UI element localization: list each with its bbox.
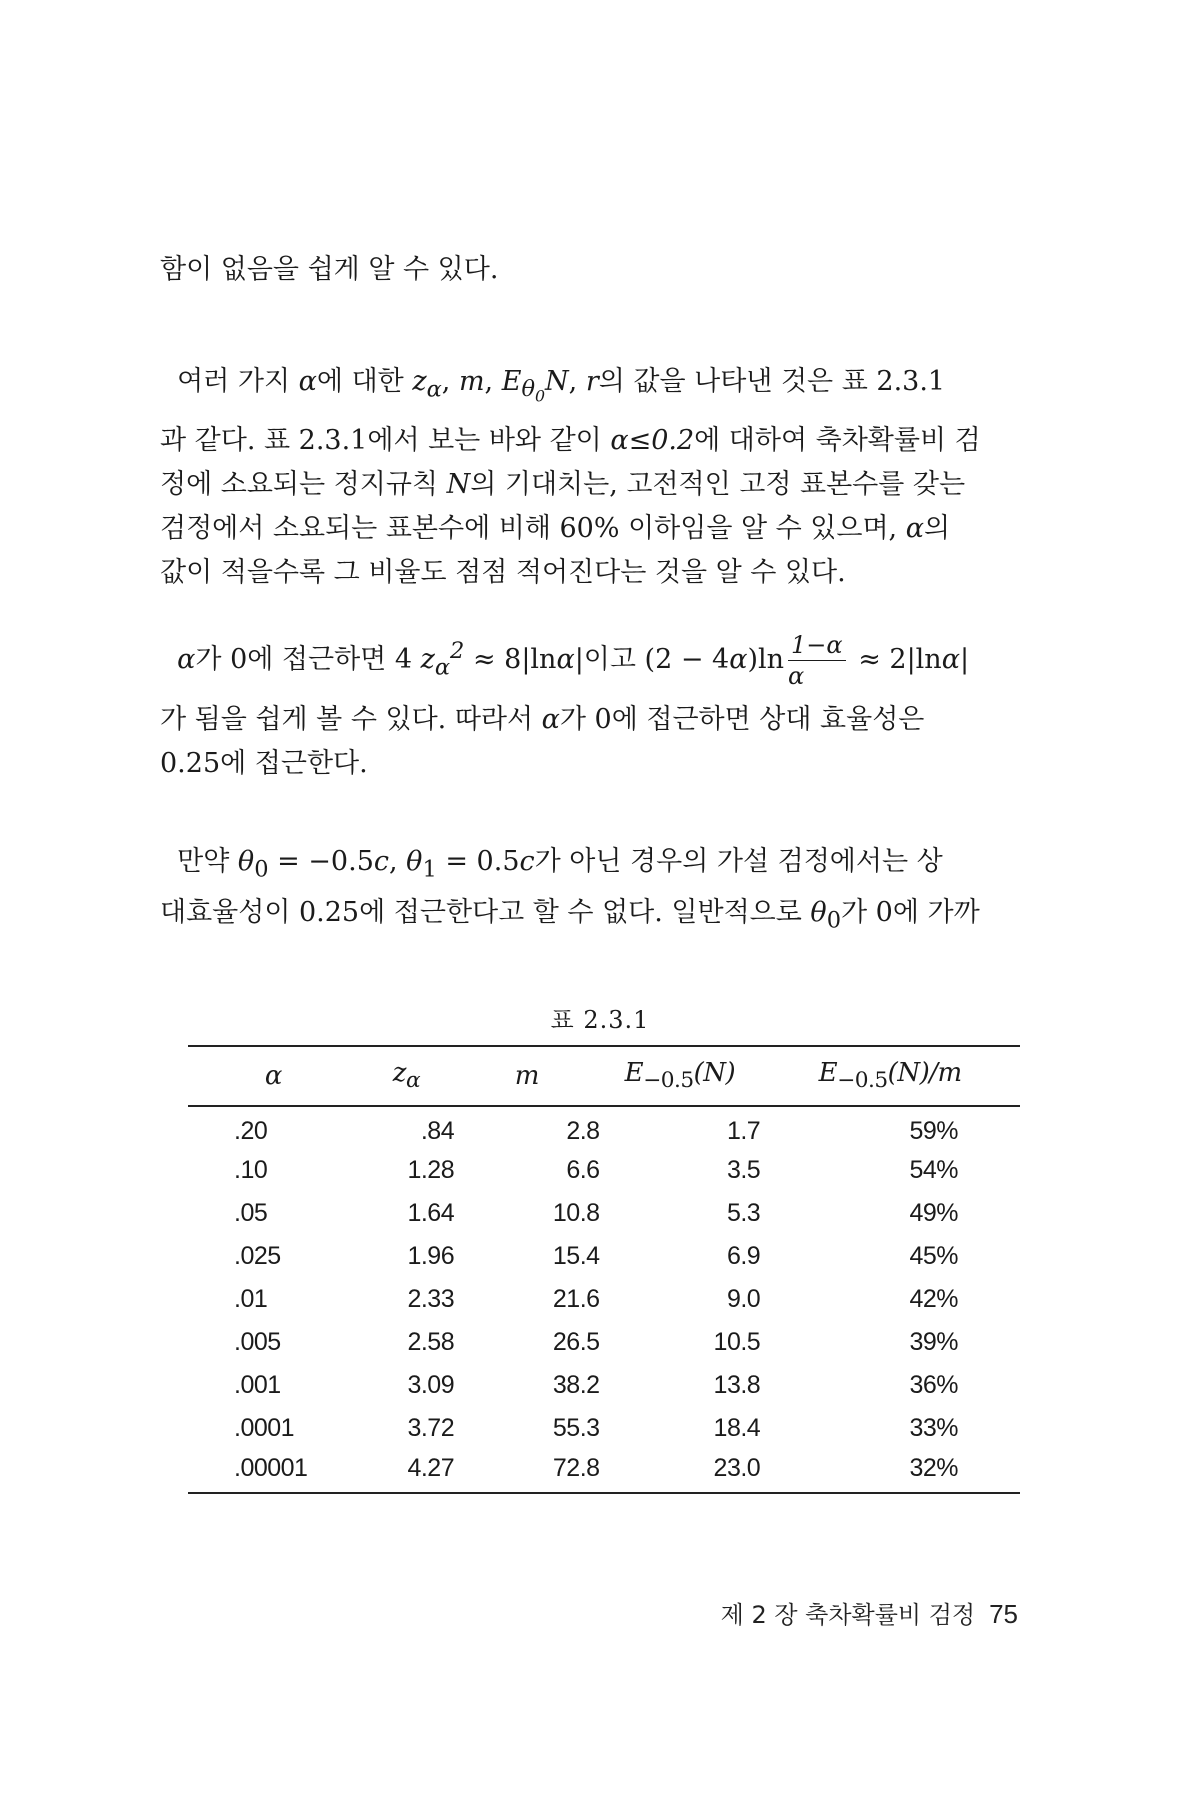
paragraph-3-line-1: α가 0에 접근하면 4 $z_\alpha^2 \approx 8|\ln\alpha|$이고 (2 − 4α)ln $\frac{1-\alpha}{\alpha}$ ≈ 2|lnα| [177, 631, 970, 690]
table-row [188, 1149, 1020, 1192]
paragraph-2-line-5: 값이 적을수록 그 비율도 점점 적어진다는 것을 알 수 있다. [160, 556, 846, 588]
cell-m: 15.4 [552, 1242, 600, 1270]
cell-alpha: .05 [234, 1199, 268, 1227]
cell-z-alpha: 3.09 [407, 1371, 455, 1399]
cell-alpha: .025 [234, 1242, 281, 1270]
cell-expected-n: 1.7 [726, 1116, 761, 1145]
paragraph-4 [160, 840, 1040, 943]
cell-expected-n: 18.4 [713, 1414, 761, 1442]
header-m: m [454, 1046, 599, 1106]
cell-ratio: 33% [909, 1414, 958, 1442]
cell-ratio: 42% [909, 1285, 958, 1313]
table-row [188, 1235, 1020, 1278]
paragraph-1 [160, 248, 1040, 292]
header-alpha: α [188, 1046, 359, 1106]
cell-z-alpha: 1.28 [407, 1156, 455, 1184]
table-body [188, 1106, 1020, 1493]
header-ratio: $E_{-0.5}(N)/m$ [760, 1046, 1020, 1106]
fraction: $\frac{1-\alpha}{\alpha}$ [788, 633, 846, 688]
page-footer [721, 1595, 1018, 1630]
header-expected-n: $E_{-0.5}(N)$ [600, 1046, 761, 1106]
table-header-row [188, 1046, 1020, 1106]
table-row [188, 1192, 1020, 1235]
cell-ratio: 45% [909, 1242, 958, 1270]
cell-m: 2.8 [566, 1116, 600, 1145]
paragraph-4-line-1: 만약 $\theta_0 = -0.5c$, $\theta_1 = 0.5c$가 아닌 경우의 가설 검정에서는 상 [177, 846, 943, 883]
cell-z-alpha: 2.33 [407, 1285, 455, 1313]
cell-m: 21.6 [552, 1285, 600, 1313]
paragraph-3 [160, 620, 1040, 786]
paragraph-2-line-1: 여러 가지 α에 대한 $z_\alpha$, m, $E_{\theta_0}N$, r의 값을 나타낸 것은 표 2.3.1 [177, 366, 946, 406]
table-row [188, 1407, 1020, 1450]
cell-m: 26.5 [552, 1328, 600, 1356]
table-row [188, 1450, 1020, 1493]
paragraph-4-line-2: 대효율성이 0.25에 접근한다고 할 수 없다. 일반적으로 $\theta_0$가 0에 가까 [160, 897, 980, 934]
cell-m: 6.6 [566, 1156, 600, 1184]
cell-alpha: .01 [234, 1285, 268, 1313]
paragraph-2-line-2: 과 같다. 표 2.3.1에서 보는 바와 같이 α≤0.2에 대하여 축차확률비 검 [160, 424, 981, 456]
cell-expected-n: 5.3 [726, 1199, 761, 1227]
cell-z-alpha: .84 [420, 1116, 455, 1145]
cell-expected-n: 9.0 [726, 1285, 761, 1313]
table-row [188, 1278, 1020, 1321]
cell-z-alpha: 2.58 [407, 1328, 455, 1356]
cell-expected-n: 13.8 [713, 1371, 761, 1399]
paragraph-2 [160, 360, 1040, 595]
cell-expected-n: 3.5 [726, 1156, 761, 1184]
cell-m: 38.2 [552, 1371, 600, 1399]
cell-alpha: .005 [234, 1328, 281, 1356]
data-table [188, 1045, 1020, 1494]
cell-ratio: 36% [909, 1371, 958, 1399]
table-row [188, 1106, 1020, 1149]
cell-alpha: .20 [234, 1116, 268, 1145]
cell-alpha: .0001 [234, 1414, 295, 1442]
cell-ratio: 59% [909, 1116, 958, 1145]
paragraph-2-line-4: 검정에서 소요되는 표본수에 비해 60% 이하임을 알 수 있으며, α의 [160, 512, 951, 544]
cell-m: 55.3 [552, 1414, 600, 1442]
cell-alpha: .10 [234, 1156, 268, 1184]
cell-ratio: 49% [909, 1199, 958, 1227]
header-z-alpha: $z_\alpha$ [359, 1046, 454, 1106]
cell-expected-n: 6.9 [726, 1242, 761, 1270]
cell-z-alpha: 3.72 [407, 1414, 455, 1442]
chapter-title: 제 2 장 축차확률비 검정 [720, 1601, 976, 1629]
cell-alpha: .00001 [188, 1450, 359, 1493]
paragraph-2-line-3: 정에 소요되는 정지규칙 N의 기대치는, 고전적인 고정 표본수를 갖는 [160, 468, 966, 500]
cell-expected-n: 10.5 [713, 1328, 761, 1356]
cell-alpha: .001 [234, 1371, 281, 1399]
paragraph-1-line: 함이 없음을 쉽게 알 수 있다. [160, 254, 499, 285]
paragraph-3-line-2: 가 됨을 쉽게 볼 수 있다. 따라서 α가 0에 접근하면 상대 효율성은 [160, 704, 925, 736]
cell-ratio: 54% [909, 1156, 958, 1184]
cell-z-alpha: 4.27 [359, 1450, 454, 1493]
cell-m: 72.8 [454, 1450, 599, 1493]
cell-z-alpha: 1.64 [407, 1199, 455, 1227]
cell-expected-n: 23.0 [600, 1450, 761, 1493]
table-caption: 표 2.3.1 [550, 1006, 650, 1034]
cell-ratio: 39% [909, 1328, 958, 1356]
paragraph-3-line-3: 0.25에 접근한다. [160, 748, 368, 780]
page-number: 75 [989, 1599, 1018, 1629]
cell-m: 10.8 [552, 1199, 600, 1227]
table-row [188, 1364, 1020, 1407]
cell-ratio: 32% [760, 1450, 1020, 1493]
table-row [188, 1321, 1020, 1364]
cell-z-alpha: 1.96 [407, 1242, 455, 1270]
